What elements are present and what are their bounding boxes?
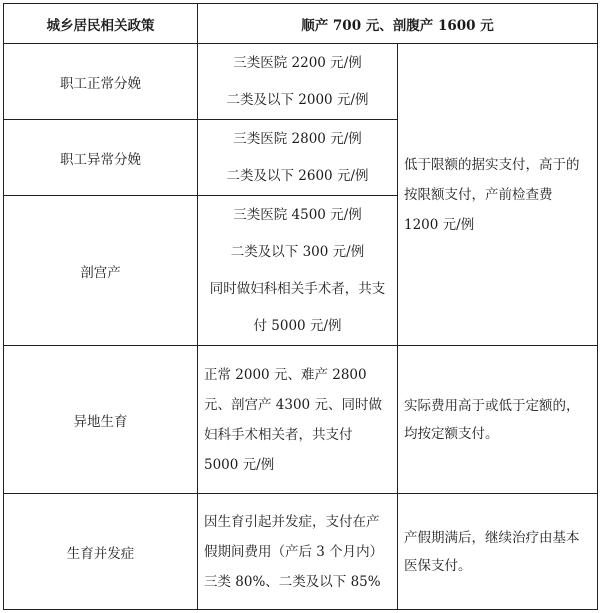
remote-birth-note: 实际费用高于或低于定额的，均按定额支付。 xyxy=(404,397,580,442)
header-policy-label: 城乡居民相关政策 xyxy=(4,4,198,44)
cell-complication-rates xyxy=(198,494,398,610)
row-label-cesarean: 剖宫产 xyxy=(4,196,198,346)
shared-payment-note xyxy=(398,44,598,346)
row-label-normal-delivery: 职工正常分娩 xyxy=(4,44,198,120)
rate-line: 付 5000 元/例 xyxy=(253,317,342,334)
table-row xyxy=(4,494,598,610)
cell-remote-birth-rates xyxy=(198,346,398,494)
row-label-abnormal-delivery: 职工异常分娩 xyxy=(4,120,198,196)
shared-note-text: 低于限额的据实支付，高于的按限额支付，产前检查费 1200 元/例 xyxy=(404,156,580,233)
remote-birth-text: 正常 2000 元、难产 2800 元、剖宫产 4300 元、同时做妇科手术相关者，共支付 5000 元/例 xyxy=(204,366,382,473)
policy-table xyxy=(3,3,598,610)
row-label-remote-birth: 异地生育 xyxy=(4,346,198,494)
rate-line: 同时做妇科相关手术者，共支 xyxy=(209,280,386,297)
rate-line: 二类及以下 2000 元/例 xyxy=(226,91,369,108)
complication-text: 因生育引起并发症，支付在产假期间费用（产后 3 个月内）三类 80%、二类及以下 85% xyxy=(204,513,384,590)
complication-note: 产假期满后，继续治疗由基本医保支付。 xyxy=(404,529,580,574)
table-row xyxy=(4,44,598,120)
header-policy-value: 顺产 700 元、剖腹产 1600 元 xyxy=(198,4,598,44)
cell-normal-delivery-rates xyxy=(198,44,398,120)
header-row xyxy=(4,4,598,44)
rate-line: 三类医院 2800 元/例 xyxy=(233,130,362,147)
cell-complication-note xyxy=(398,494,598,610)
table-row xyxy=(4,346,598,494)
rate-line: 三类医院 2200 元/例 xyxy=(233,54,362,71)
rate-line: 三类医院 4500 元/例 xyxy=(233,206,362,223)
cell-remote-birth-note xyxy=(398,346,598,494)
cell-abnormal-delivery-rates xyxy=(198,120,398,196)
rate-line: 二类及以下 300 元/例 xyxy=(230,243,365,260)
rate-line: 二类及以下 2600 元/例 xyxy=(226,167,369,184)
cell-cesarean-rates xyxy=(198,196,398,346)
row-label-complication: 生育并发症 xyxy=(4,494,198,610)
